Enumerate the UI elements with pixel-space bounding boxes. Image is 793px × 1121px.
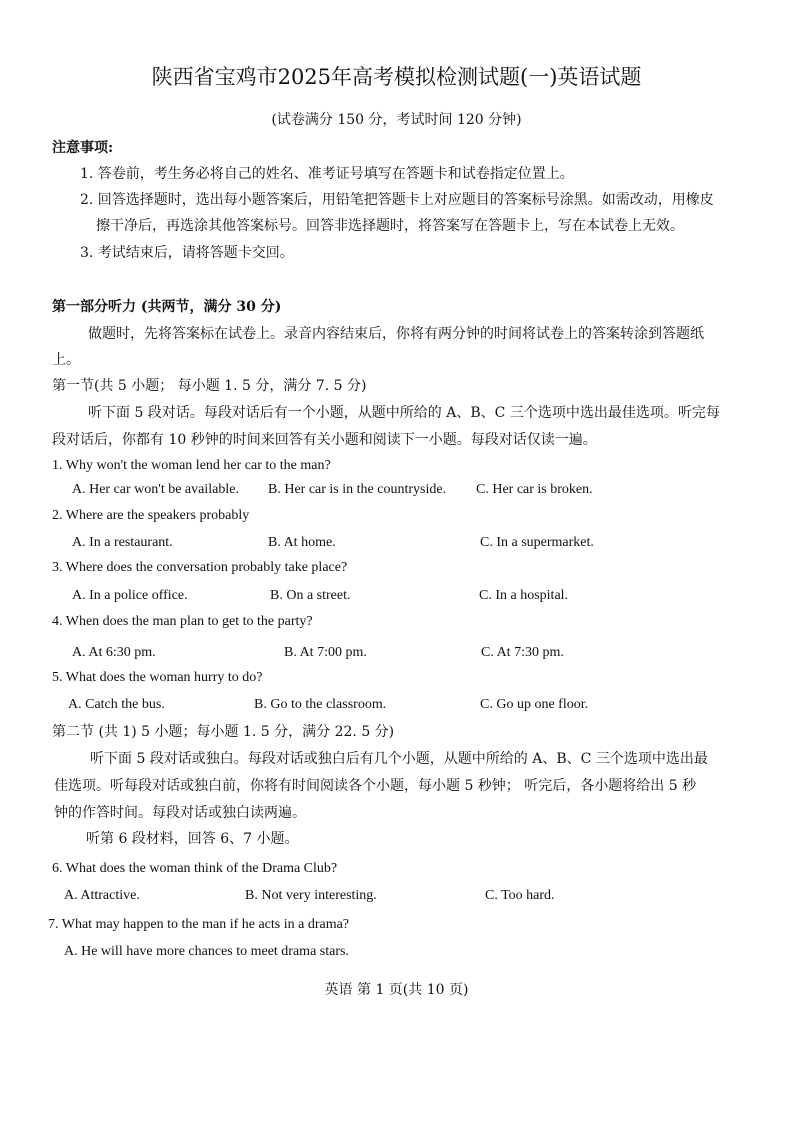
q5-option-b: B. Go to the classroom. bbox=[254, 697, 387, 712]
notice-heading: 注意事项: bbox=[52, 140, 114, 156]
section1-intro-line1: 听下面 5 段对话。每段对话后有一个小题，从题中所给的 A、B、C 三个选项中选出最佳选项。听完每 bbox=[88, 405, 720, 421]
q4-option-c: C. At 7:30 pm. bbox=[481, 645, 564, 660]
section1-intro-line2: 段对话后，你都有 10 秒钟的时间来回答有关小题和阅读下一小题。每段对话仅读一遍。 bbox=[52, 432, 597, 448]
question-2: 2. Where are the speakers probably bbox=[52, 508, 250, 523]
section2-heading: 第二节 (共 1) 5 小题；每小题 1. 5 分，满分 22. 5 分) bbox=[52, 724, 395, 740]
question-6: 6. What does the woman think of the Drama Club? bbox=[52, 861, 338, 876]
q3-option-c: C. In a hospital. bbox=[479, 588, 569, 603]
exam-subtitle: (试卷满分 150 分，考试时间 120 分钟) bbox=[271, 112, 522, 128]
part1-heading: 第一部分听力 (共两节，满分 30 分) bbox=[52, 299, 282, 315]
question-5: 5. What does the woman hurry to do? bbox=[52, 670, 263, 685]
part1-intro-line1: 做题时，先将答案标在试卷上。录音内容结束后，你将有两分钟的时间将试卷上的答案转涂到答题纸 bbox=[88, 326, 704, 342]
q5-option-c: C. Go up one floor. bbox=[480, 697, 589, 712]
q1-option-a: A. Her car won't be available. bbox=[72, 482, 239, 497]
question-1: 1. Why won't the woman lend her car to the man? bbox=[52, 458, 331, 473]
section2-intro-line3: 钟的作答时间。每段对话或独白读两遍。 bbox=[54, 805, 306, 821]
q2-option-c: C. In a supermarket. bbox=[480, 535, 594, 550]
question-4: 4. When does the man plan to get to the party? bbox=[52, 614, 313, 629]
q5-option-a: A. Catch the bus. bbox=[68, 697, 165, 712]
q7-option-a: A. He will have more chances to meet drama stars. bbox=[64, 944, 349, 959]
q3-option-a: A. In a police office. bbox=[72, 588, 188, 603]
notice-item-1: 1. 答卷前，考生务必将自己的姓名、准考证号填写在答题卡和试卷指定位置上。 bbox=[80, 166, 574, 182]
notice-item-2-cont: 擦干净后，再选涂其他答案标号。回答非选择题时，将答案写在答题卡上，写在本试卷上无效。 bbox=[96, 218, 684, 234]
q4-option-a: A. At 6:30 pm. bbox=[72, 645, 156, 660]
q4-option-b: B. At 7:00 pm. bbox=[284, 645, 367, 660]
section2-intro-line1: 听下面 5 段对话或独白。每段对话或独白后有几个小题，从题中所给的 A、B、C 三个选项中选出最 bbox=[90, 751, 708, 767]
q2-option-b: B. At home. bbox=[268, 535, 336, 550]
page-footer: 英语 第 1 页(共 10 页) bbox=[324, 982, 469, 998]
notice-item-2: 2. 回答选择题时，选出每小题答案后，用铅笔把答题卡上对应题目的答案标号涂黑。如需改动，用橡皮 bbox=[80, 192, 714, 208]
q2-option-a: A. In a restaurant. bbox=[72, 535, 173, 550]
section2-material-note: 听第 6 段材料，回答 6、7 小题。 bbox=[86, 831, 299, 847]
section1-heading: 第一节(共 5 小题； 每小题 1. 5 分，满分 7. 5 分) bbox=[52, 378, 367, 394]
q3-option-b: B. On a street. bbox=[270, 588, 351, 603]
q6-option-a: A. Attractive. bbox=[64, 888, 140, 903]
part1-intro-line2: 上。 bbox=[52, 352, 80, 368]
q6-option-c: C. Too hard. bbox=[485, 888, 555, 903]
exam-title: 陕西省宝鸡市2025年高考模拟检测试题(一)英语试题 bbox=[151, 65, 642, 89]
q6-option-b: B. Not very interesting. bbox=[245, 888, 377, 903]
notice-item-3: 3. 考试结束后，请将答题卡交回。 bbox=[80, 245, 294, 261]
q1-option-c: C. Her car is broken. bbox=[476, 482, 593, 497]
question-7: 7. What may happen to the man if he acts in a drama? bbox=[48, 917, 350, 932]
q1-option-b: B. Her car is in the countryside. bbox=[268, 482, 447, 497]
section2-intro-line2: 佳选项。听每段对话或独白前，你将有时间阅读各个小题，每小题 5 秒钟； 听完后，各小题将给出 5 秒 bbox=[54, 778, 697, 794]
question-3: 3. Where does the conversation probably take place? bbox=[52, 560, 348, 575]
